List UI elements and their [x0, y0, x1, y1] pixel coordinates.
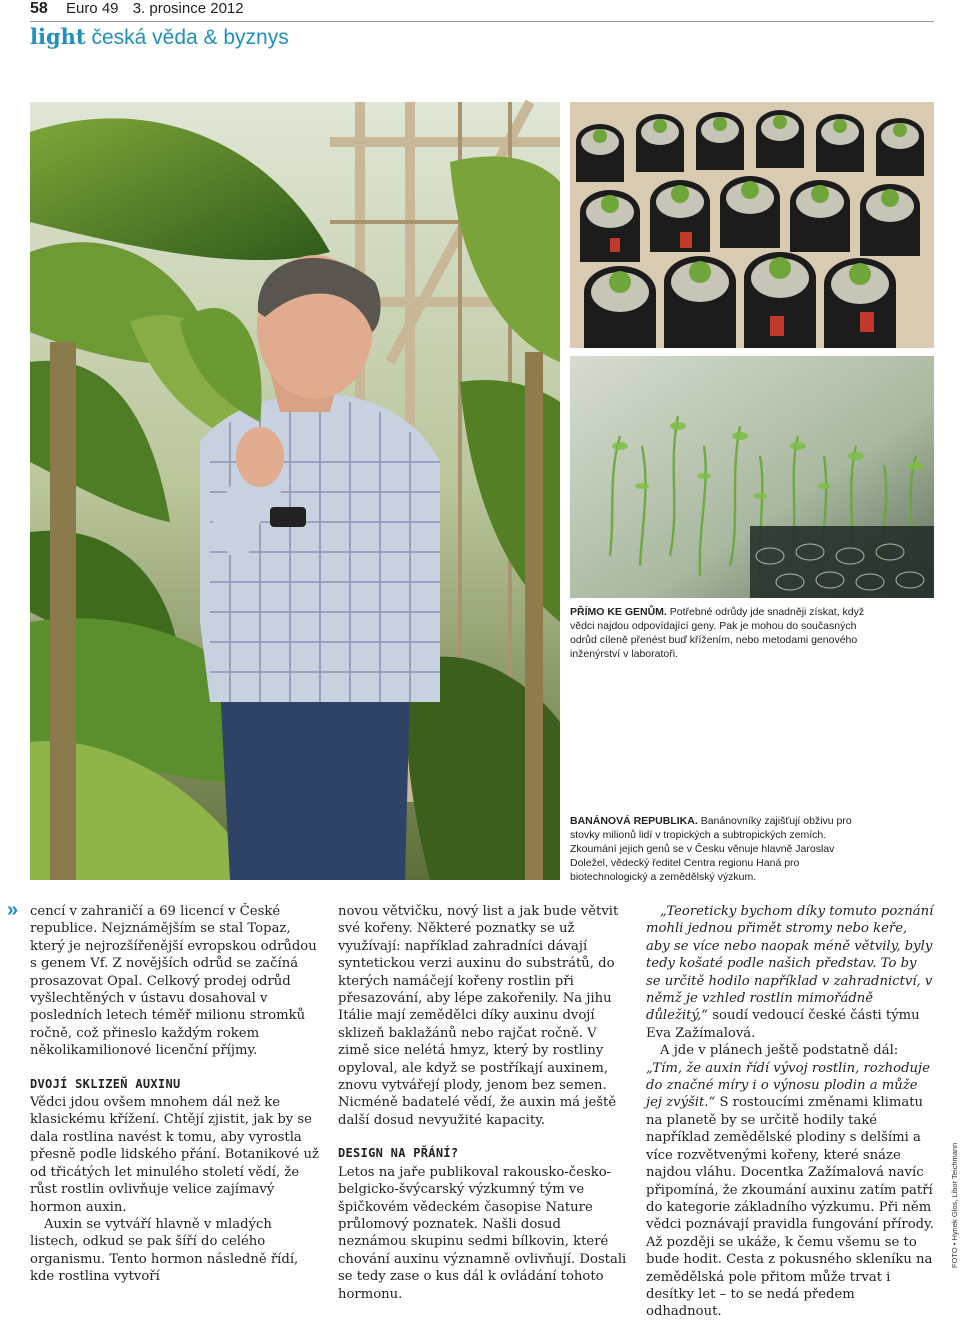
paragraph	[646, 1042, 934, 1321]
subheading-design: DESIGN NA PŘÁNÍ?	[338, 1146, 459, 1161]
header-divider	[30, 21, 934, 22]
photo-scientist-banana-greenhouse	[30, 102, 560, 880]
paragraph: Letos na jaře publikoval rakousko-česko-belgicko-švýcarský výzkumný tým ve špičkovém vědeckém časopise Nature průlomový poznatek. Našli dosud neznámou skupinu sedmi bílkovin, které chování auxinu významně ovlivňují. Dostali se tedy zase o kus dál k ovládání tohoto hormonu.	[338, 1164, 627, 1302]
article-column-2	[338, 903, 628, 1303]
issue-date: 3. prosince 2012	[132, 0, 244, 17]
section-tag: light	[30, 24, 86, 49]
photo-caption-banana	[570, 814, 870, 884]
paragraph: Vědci jdou ovšem mnohem dál než ke klasickému křížení. Chtějí zjistit, jak by se dala rostlina navést k tomu, aby vyrostla přesně podle lidského přání. Botanikové už od třicátých let minulého století vědí, že růst rostlin ovlivňuje velice zajímavý hormon auxin.	[30, 1095, 319, 1215]
page-number: 58	[30, 0, 48, 17]
caption-text: Potřebné odrůdy jde snadněji získat, když vědci najdou odpovídající geny. Pak je mohou do současných odrůd cíleně přenést buď křížením, nebo metodami genového inženýrství v laboratoři.	[570, 606, 865, 660]
continuation-mark: »	[7, 899, 19, 921]
header-meta	[30, 0, 244, 18]
photo-seedlings-in-tubes	[570, 356, 934, 598]
caption-title: PŘÍMO KE GENŮM.	[570, 606, 667, 618]
caption-text: Banánovníky zajišťují obživu pro stovky milionů lidí v tropických a subtropických zemích. Zkoumání jejich genů se v Česku věnuje hlavně Jaroslav Doležel, vědecký ředitel Centra regionu Haná pro biotechnologický a zemědělský výzkum.	[570, 815, 852, 883]
quote-text: „Teoreticky bychom díky tomuto poznání mohli jednou přimět stromy nebo keře, aby se více nebo naopak méně větvily, byly tedy košaté podle našich představ. To by se určitě hodilo například v zahradnictví, v němž je vzhled rostlin mimořádně důležitý,“	[646, 904, 934, 1024]
photo-seedling-pots	[570, 102, 934, 348]
article-column-3	[646, 903, 934, 1321]
paragraph: cencí v zahraničí a 69 licencí v České republice. Nejznámějším se stal Topaz, který je nejrozšířenější evropskou odrůdou s genem Vf. Z novějších odrůd se začíná prosazovat Opal. Celkový prodej odrůd vyšlechtěných v ústavu dosahoval v posledních letech téměř milionu stromků ročně, což přineslo každým rokem několikamilionové licenční příjmy.	[30, 904, 317, 1059]
paragraph-rest: S rostoucími změnami klimatu na planetě by se určitě hodily také například zemědělské plodiny s delšími a více rozvětvenými kořeny, které snáze najdou vláhu. Docentka Zažímalová navíc připomíná, že zkoumání auxinu zatím patří do kategorie základního výzkumu. Při něm vědci poznávají pravidla fungování přírody. Až později se ukáže, k čemu všemu se to bude hodit. Cesta z pokusného skleníku na zemědělská pole přitom může trvat i desítky let – to se nedá předem odhadnout.	[646, 1095, 934, 1320]
photo-credit: FOTO • Hynek Glos, Libor Teichmann	[950, 1142, 959, 1268]
page-header	[30, 0, 934, 52]
caption-title: BANÁNOVÁ REPUBLIKA.	[570, 815, 698, 827]
quote-text: „Tím, že auxin řídí vývoj rostlin, rozhoduje do značné míry i o výnosu plodin a může jej zvýšit.“	[646, 1060, 930, 1111]
quote-attribution: soudí vedoucí české části týmu Eva Zažímalová.	[646, 1008, 920, 1041]
subheading-auxin: DVOJÍ SKLIZEŇ AUXINU	[30, 1076, 181, 1091]
section-name: česká věda & byznys	[91, 26, 289, 49]
paragraph-quote	[646, 903, 934, 1042]
publication-name: Euro 49	[65, 0, 119, 17]
paragraph: Auxin se vytváří hlavně v mladých listech, odkud se pak šíří do celého organismu. Tento hormon následně řídí, kde rostlina vytvoří	[30, 1216, 299, 1285]
article-column-1	[30, 903, 320, 1286]
paragraph: novou větvičku, nový list a jak bude větvit své kořeny. Některé poznatky se už využívají: například zahradníci dávají syntetickou verzi auxinu do substrátů, do kterých namáčejí kořeny rostlin při přesazování, aby lépe zakořenily. Na jihu Itálie mají zemědělci díky auxinu dvojí sklizeň baklažánů nebo rajčat ročně. V zimě sice nelétá hmyz, který by rostliny opyloval, ale když se postříkají auxinem, znovu vytvářejí plody, jenom bez semen. Nicméně badatelé vědí, že auxin má ještě další dosud nevyužité kapacity.	[338, 904, 619, 1128]
paragraph-lead: A jde v plánech ještě podstatně dál:	[660, 1043, 899, 1059]
photo-caption-genes	[570, 605, 870, 661]
section-title	[30, 24, 289, 50]
